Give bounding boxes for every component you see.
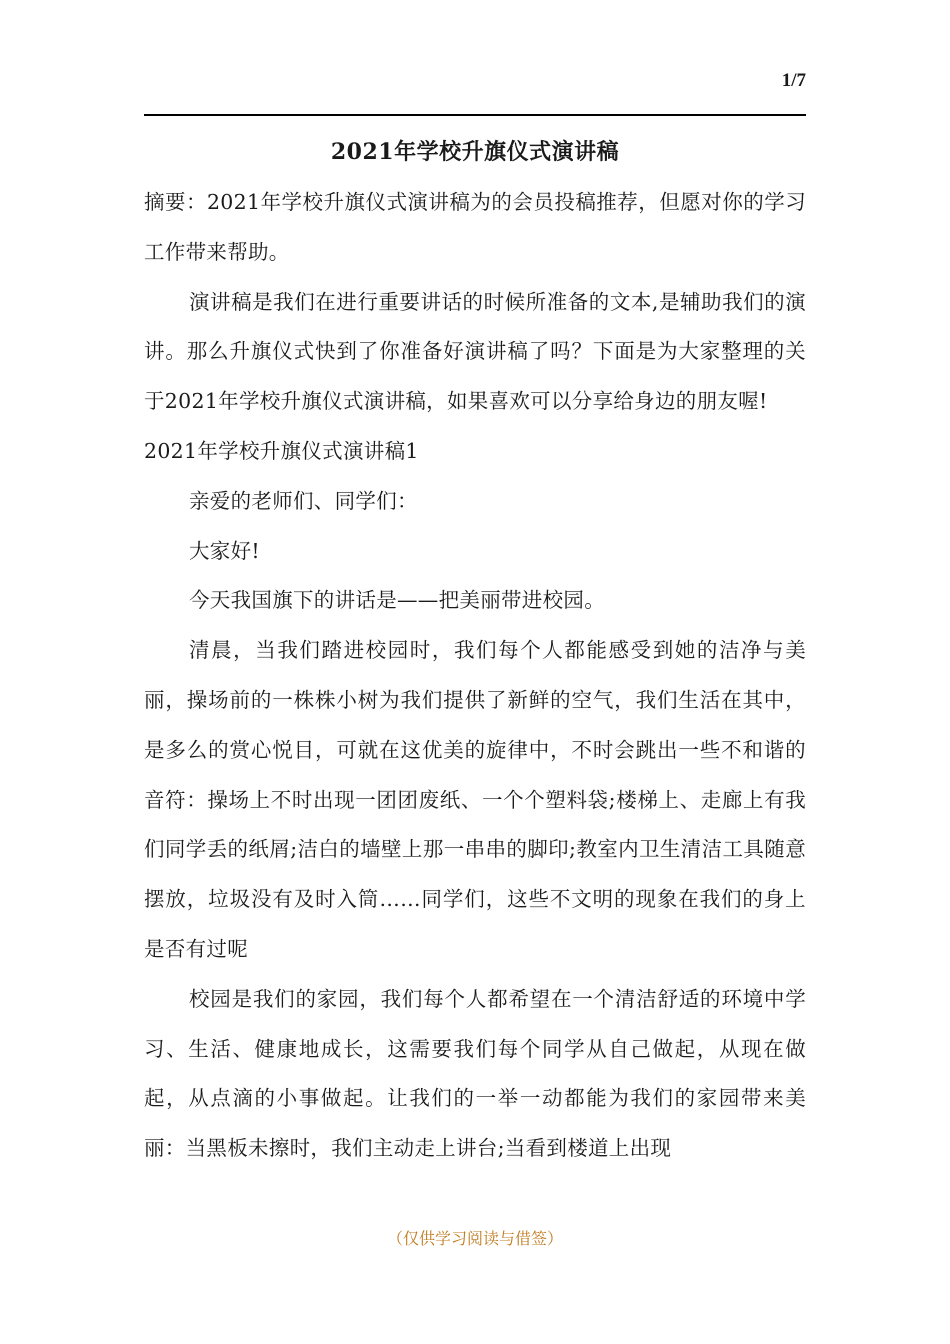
document-title: 2021年学校升旗仪式演讲稿 [330,139,620,165]
body-paragraph: 校园是我们的家园，我们每个人都希望在一个清洁舒适的环境中学习、生活、健康地成长，这需要我们每个同学从自己做起，从现在做起，从点滴的小事做起。让我们的一举一动都能为我们的家园带来美丽：当黑板未擦时，我们主动走上讲台;当看到楼道上出现 [144,986,806,1161]
topic-paragraph: 今天我国旗下的讲话是——把美丽带进校园。 [189,588,605,613]
body-paragraph: 清晨，当我们踏进校园时，我们每个人都能感受到她的洁净与美丽，操场前的一株株小树为我们提供了新鲜的空气，我们生活在其中，是多么的赏心悦目，可就在这优美的旋律中，不时会跳出一些不和谐的音符：操场上不时出现一团团废纸、一个个塑料袋;楼梯上、走廊上有我们同学丢的纸屑;洁白的墙壁上那一串串的脚印;教室内卫生清洁工具随意摆放，垃圾没有及时入筒……同学们，这些不文明的现象在我们的身上是否有过呢 [144,638,806,961]
header-divider [144,114,806,116]
page-number: 1/7 [781,70,806,91]
salutation: 亲爱的老师们、同学们： [189,488,418,513]
greeting: 大家好! [189,538,260,563]
footer-note: （仅供学习阅读与借签） [386,1229,563,1248]
abstract-paragraph: 摘要：2021年学校升旗仪式演讲稿为的会员投稿推荐，但愿对你的学习工作带来帮助。 [144,190,806,264]
section-heading: 2021年学校升旗仪式演讲稿1 [144,438,419,463]
intro-paragraph: 演讲稿是我们在进行重要讲话的时候所准备的文本,是辅助我们的演讲。那么升旗仪式快到了你准备好演讲稿了吗？下面是为大家整理的关于2021年学校升旗仪式演讲稿，如果喜欢可以分享给身边的朋友喔! [144,289,806,414]
document-body [144,178,806,1174]
